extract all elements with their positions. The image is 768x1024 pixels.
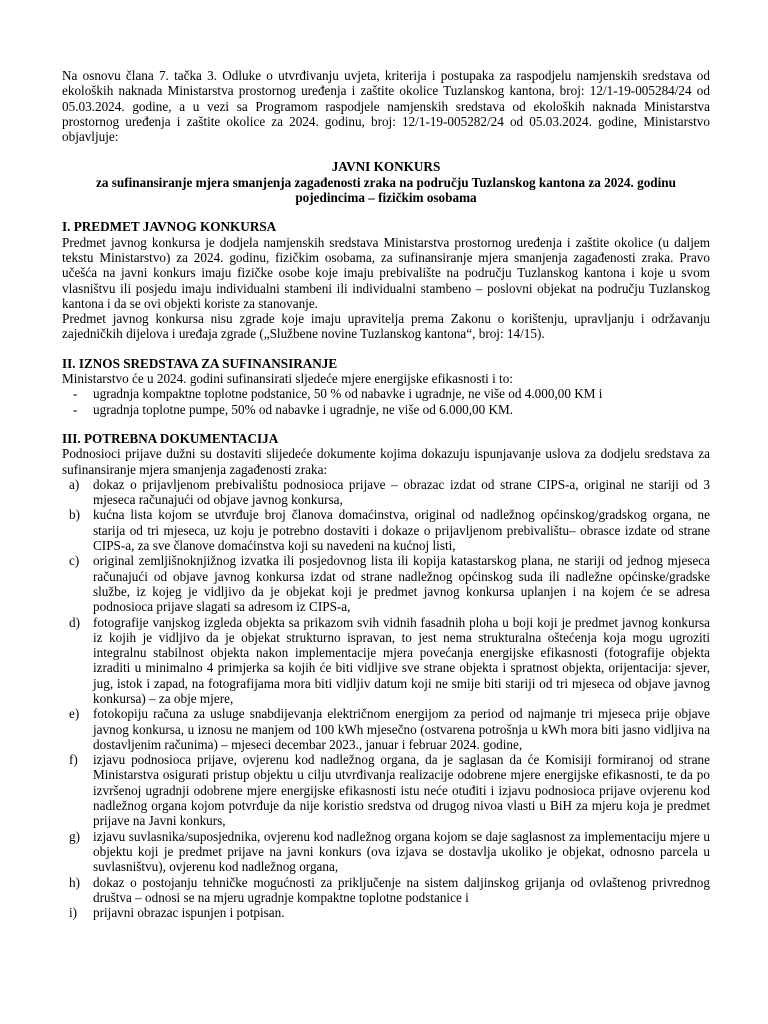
list-item-text: izjavu podnosioca prijave, ovjerenu kod nadležnog organa, da je saglasan da će Komisiji formiranoj od strane Ministarstva osigurati pristup objektu u cilju utvrđivanja realizacije odobrene mjere energijske efikasnosti, te da po izvršenoj ugradnji odobrene mjere energijske efikasnosti istu neće otuđiti i izjavu podnosioca prijave ovjerenu kod nadležnog organa kojom potvrđuje da nije koristio sredstva od drugog nivoa vlasti u BiH za mjeru koja je predmet prijave na Javni konkurs, [93, 752, 710, 829]
list-item [62, 477, 710, 508]
section-1-paragraph-1: Predmet javnog konkursa je dodjela namjenskih sredstava Ministarstva prostornog uređenja i zaštite okolice (u daljem tekstu Ministarstvo) za 2024. godinu, fizičkim osobama, za sufinansiranje mjera smanjenja zagađenosti zraka. Pravo učešća na javni konkurs imaju fizičke osobe koje imaju prebivalište na području Tuzlanskog kantona i koje u svom vlasništvu ili posjedu imaju individualni stambeni ili individualni stambeno – poslovni objekat na području Tuzlanskog kantona i da se ovi objekti koriste za stanovanje. [62, 234, 710, 311]
list-item-text: original zemljišnoknjižnog izvatka ili posjedovnog lista ili kopija katastarskog plana, ne stariji od jednog mjeseca računajući od objave javnog konkursa izdat od strane nadležnog općinskog suda ili nadležne općinske/gradske službe, iz kojeg je vidljivo da je objekat koji je predmet javnog konkursa uplanjen i na kojem će se adresa podnosioca prijave slagati sa adresom iz CIPS-a, [93, 553, 710, 615]
list-marker: b) [69, 507, 80, 523]
list-item-text: dokaz o postojanju tehničke mogućnosti za priključenje na sistem daljinskog grijanja od ovlaštenog privrednog društva – odnosi se na mjeru ugradnje kompaktne toplotne podstanice i [93, 874, 710, 905]
list-item-text: prijavni obrazac ispunjen i potpisan. [93, 905, 285, 921]
list-marker: g) [69, 828, 80, 844]
list-item [62, 615, 710, 707]
list-item [62, 507, 710, 553]
list-item-text: ugradnja toplotne pumpe, 50% od nabavke i ugradnje, ne više od 6.000,00 KM. [93, 401, 514, 417]
list-marker: - [73, 401, 78, 417]
list-item-text: fotokopiju računa za usluge snabdijevanja električnom energijom za period od najmanje tri mjeseca prije objave javnog konkursa, u iznosu ne manjem od 100 kWh mjesečno (ostvarena potrošnja u kWh mora biti jasno vidljiva na dostavljenim računima) – mjeseci decembar 2023., januar i februar 2024. godine, [93, 706, 710, 752]
list-marker: d) [69, 614, 80, 630]
section-2-intro: Ministarstvo će u 2024. godini sufinansirati sljedeće mjere energijske efikasnosti i to: [62, 371, 513, 387]
section-2-list [62, 386, 710, 417]
list-marker: a) [69, 476, 80, 492]
section-1-heading: I. PREDMET JAVNOG KONKURSA [62, 219, 277, 235]
list-item [62, 553, 710, 614]
list-marker: i) [69, 905, 78, 921]
section-3-list [62, 477, 710, 921]
document-title: JAVNI KONKURS [331, 159, 441, 175]
list-item-text: kućna lista kojom se utvrđuje broj članova domaćinstva, original od nadležnog općinskog/gradskog organa, ne starija od tri mjeseca, uz koju je potrebno dostaviti i dokaze o prijavljenom prebivalištu– obrasce izdate od strane CIPS-a, za sve članove domaćinstva koji su navedeni na kućnoj listi, [93, 507, 710, 554]
list-item [62, 402, 710, 417]
list-item [62, 905, 710, 920]
list-marker: h) [69, 874, 80, 890]
list-marker: f) [69, 752, 78, 768]
intro-paragraph: Na osnovu člana 7. tačka 3. Odluke o utvrđivanju uvjeta, kriterija i postupaka za raspodjelu namjenskih sredstava od ekoloških naknada Ministarstva prostornog uređenja i zaštite okolice Tuzlanskog kantona, broj: 12/1-19-005284/24 od 05.03.2024. godine, a u vezi sa Programom raspodjele namjenskih sredstava od ekoloških naknada Ministarstva prostornog uređenja i zaštite okolice za 2024. godinu, broj: 12/1-19-005282/24 od 05.03.2024. godine, Ministarstvo objavljuje: [62, 68, 710, 145]
list-item [62, 386, 710, 401]
list-item [62, 829, 710, 875]
list-item-text: izjavu suvlasnika/suposjednika, ovjerenu kod nadležnog organa kojom se daje saglasnost za implementaciju mjere u objektu koji je predmet prijave na javni konkurs (ova izjava se dostavlja ukoliko je objekat, odnosno parcela u suvlasništvu), ovjerenu kod nadležnog organa, [93, 828, 710, 875]
section-3-heading: III. POTREBNA DOKUMENTACIJA [62, 430, 279, 446]
section-3-intro: Podnosioci prijave dužni su dostaviti slijedeće dokumente kojima dokazuju ispunjavanje uslova za dodjelu sredstava za sufinansiranje mjera smanjenja zagađenosti zraka: [62, 446, 710, 477]
list-item-text: fotografije vanjskog izgleda objekta sa prikazom svih vidnih fasadnih ploha u boji koji je predmet javnog konkursa iz kojih je vidljivo da je objekat strukturno ispravan, to jest nema strukturalna oštećenja koja mogu ugroziti integralnu stabilnost objekta nakon implementacije mjera povećanja energijske efikasnosti (fotografije objekta izraditi u minimalno 4 primjerka sa kojih će biti vidljive sve strane objekta i spratnost objekta, orijentacija: sjever, jug, istok i zapad, na fotografijama mora biti vidljiv datum koji ne smije biti stariji od tri mjeseca od objave javnog konkursa) – za obje mjere, [93, 614, 710, 706]
section-1-paragraph-2: Predmet javnog konkursa nisu zgrade koje imaju upravitelja prema Zakonu o korištenju, upravljanju i održavanju zajedničkih dijelova i uređaja zgrade („Službene novine Tuzlanskog kantona“, broj: 14/15). [62, 311, 710, 342]
section-2-heading: II. IZNOS SREDSTAVA ZA SUFINANSIRANJE [62, 355, 338, 371]
list-item-text: ugradnja kompaktne toplotne podstanice, 50 % od nabavke i ugradnje, ne više od 4.000,00 KM i [93, 386, 603, 402]
list-marker: c) [69, 553, 80, 569]
list-item-text: dokaz o prijavljenom prebivalištu podnosioca prijave – obrazac izdat od strane CIPS-a, original ne stariji od 3 mjeseca računajući od objave javnog konkursa, [93, 476, 710, 508]
title-block [62, 159, 710, 205]
list-marker: - [73, 386, 78, 402]
list-marker: e) [69, 706, 80, 722]
list-item [62, 706, 710, 752]
document-subtitle: za sufinansiranje mjera smanjenja zagađenosti zraka na području Tuzlanskog kantona za 2024. godinu pojedincima – fizičkim osobama [96, 174, 676, 206]
list-item [62, 875, 710, 906]
list-item [62, 752, 710, 828]
